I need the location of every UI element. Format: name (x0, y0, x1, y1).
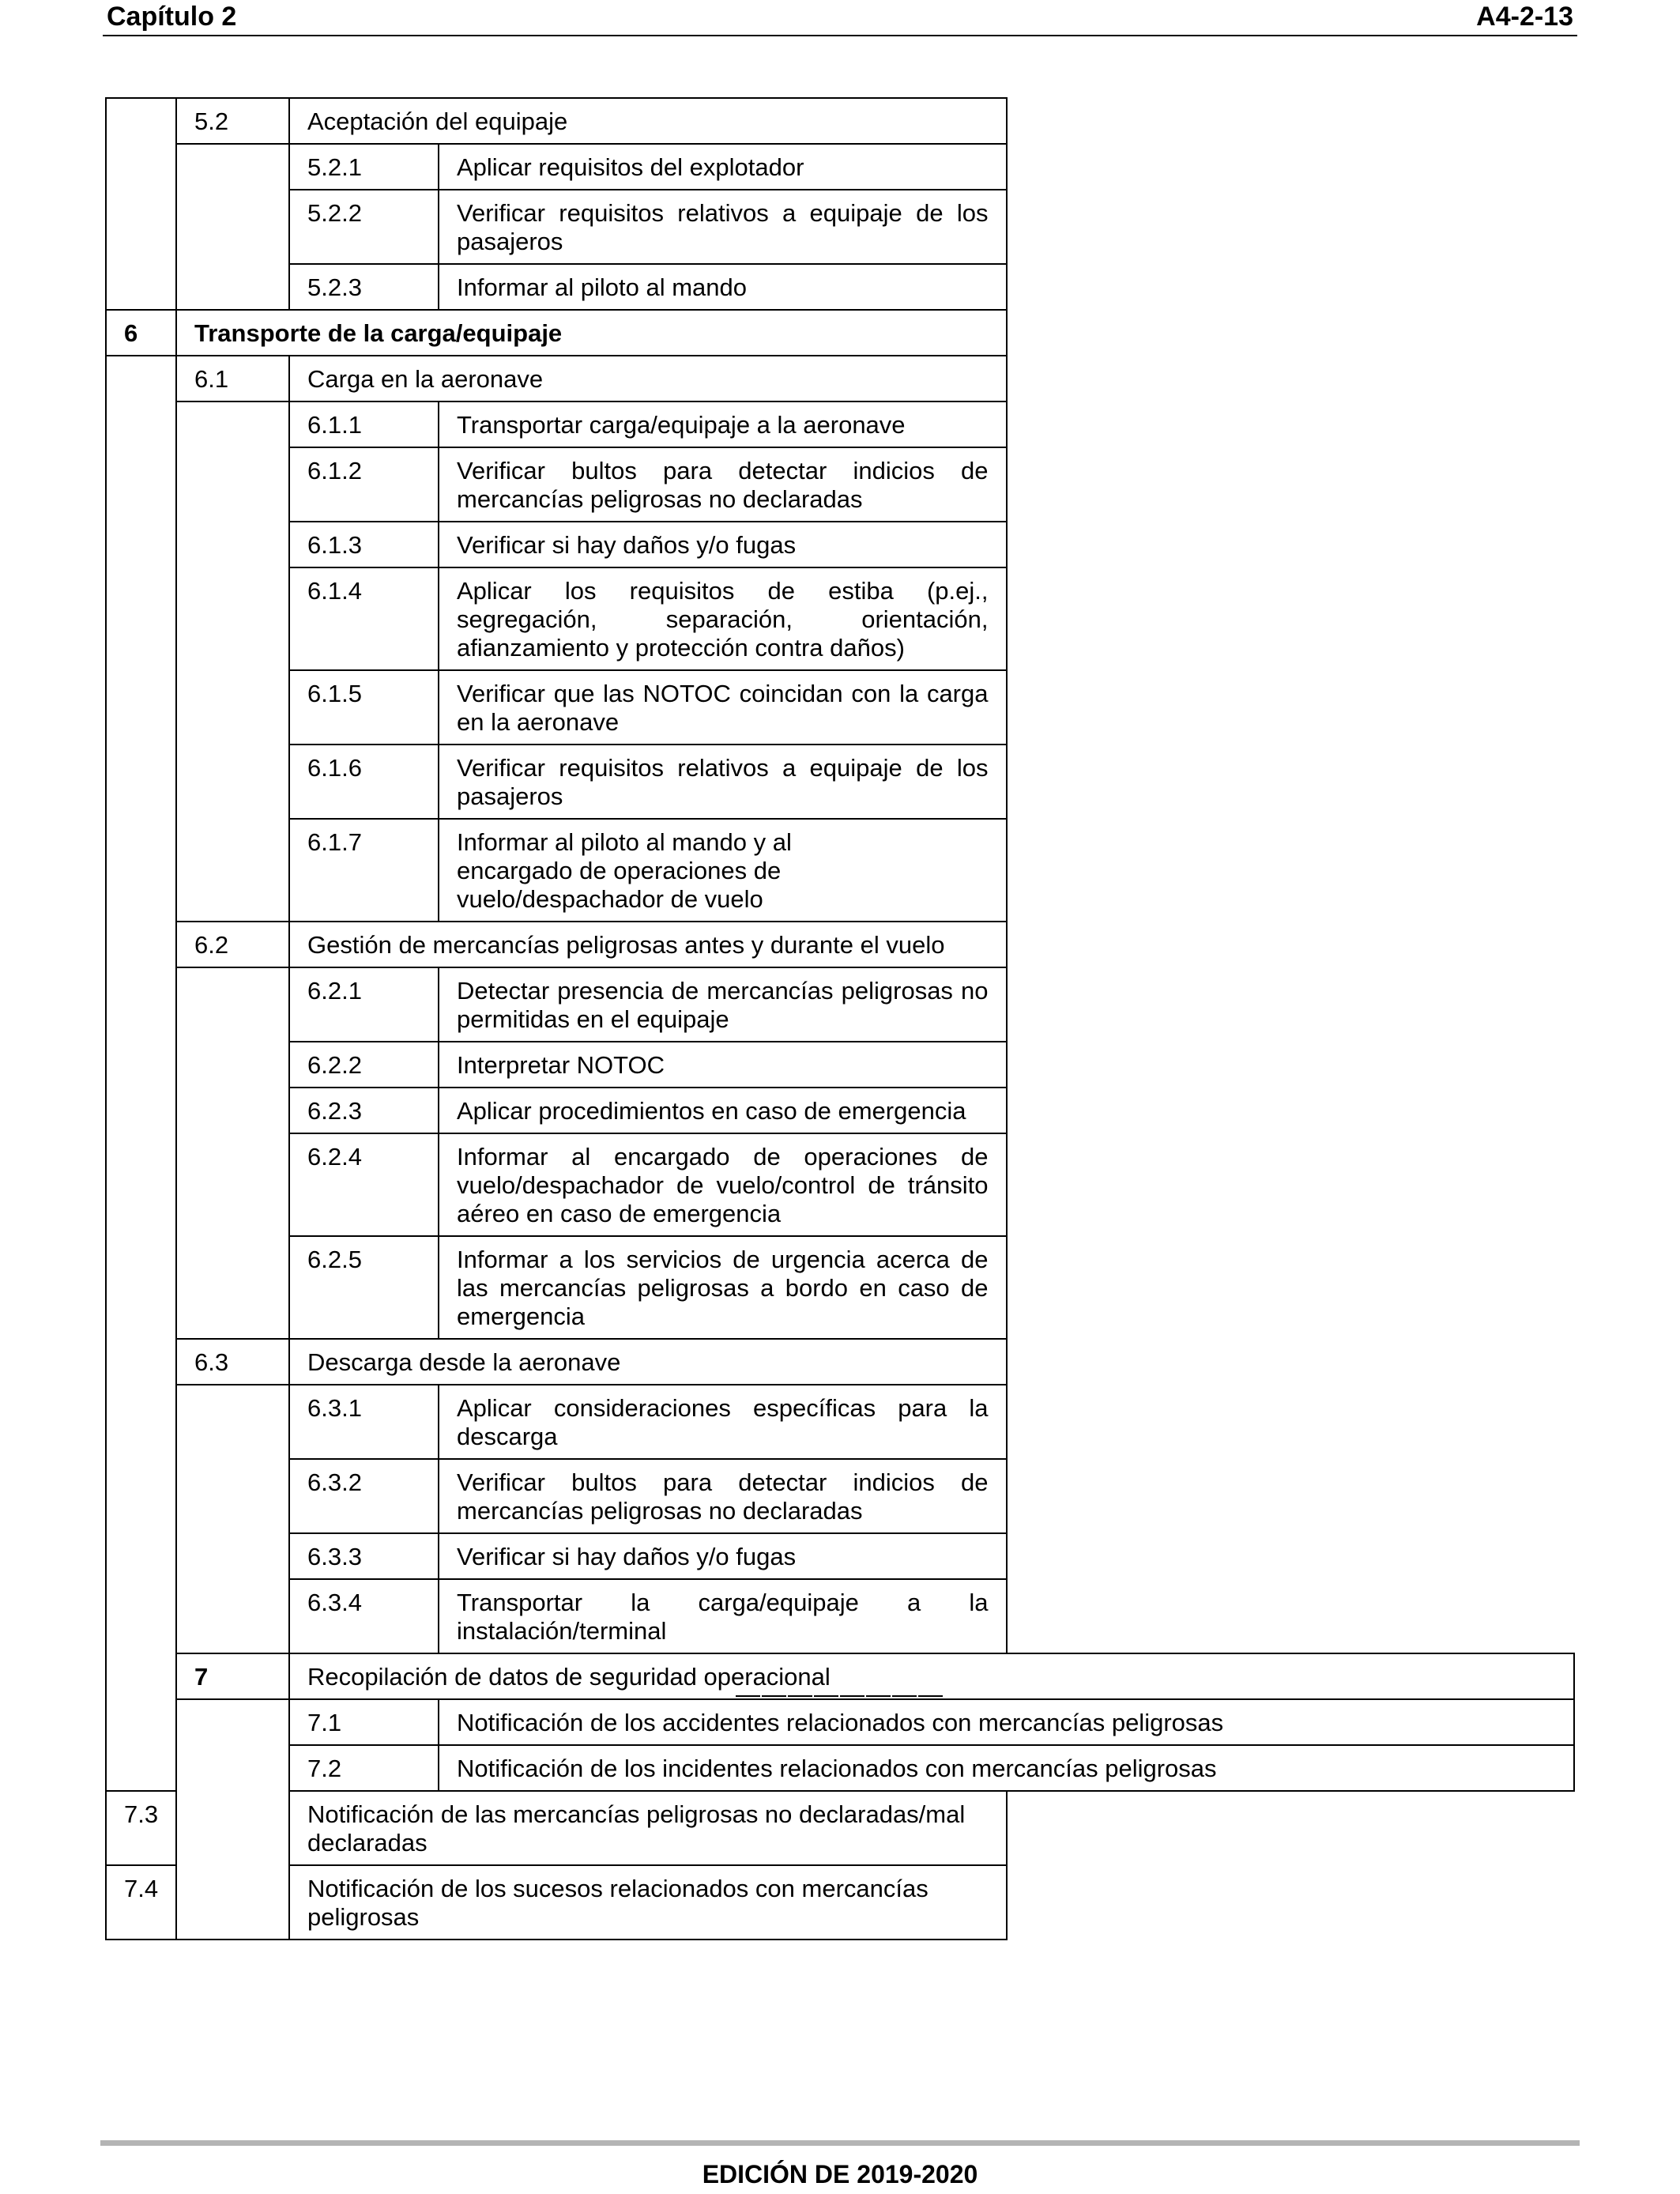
table-row (106, 670, 1574, 745)
level2-blank-cell (176, 144, 289, 310)
table-row (106, 1865, 1574, 1940)
item-text: Detectar presencia de mercancías peligrosas no permitidas en el equipaje (439, 967, 1007, 1042)
item-text: Aplicar los requisitos de estiba (p.ej., segregación, separación, orientación, afianzamiento y protección contra daños) (439, 567, 1007, 670)
item-text: Verificar requisitos relativos a equipaje de los pasajeros (439, 190, 1007, 264)
item-number: 6.2.5 (289, 1236, 439, 1339)
table-row (106, 922, 1574, 967)
section-number: 6 (106, 310, 176, 356)
item-number: 6.2.1 (289, 967, 439, 1042)
section-title: Recopilación de datos de seguridad operacional (289, 1653, 1574, 1699)
level1-blank-cell (176, 1699, 289, 1940)
task-table (105, 97, 1575, 1940)
table-row (106, 1088, 1574, 1133)
item-text: Verificar bultos para detectar indicios de mercancías peligrosas no declaradas (439, 1459, 1007, 1533)
table-row (106, 264, 1574, 310)
table-row (106, 356, 1574, 401)
table-row (106, 144, 1574, 190)
item-number: 7.1 (289, 1699, 439, 1745)
item-text: Notificación de los sucesos relacionados con mercancías peligrosas (289, 1865, 1007, 1940)
item-text: Notificación de los incidentes relacionados con mercancías peligrosas (439, 1745, 1574, 1791)
item-number: 7.3 (106, 1791, 176, 1865)
level1-blank-cell (106, 98, 176, 310)
item-text: Informar al piloto al mando y al encargado de operaciones de vuelo/despachador de vuelo (439, 819, 1007, 922)
item-number: 6.3.3 (289, 1533, 439, 1579)
table-row (106, 98, 1574, 144)
section-number: 7 (176, 1653, 289, 1699)
table-row (106, 447, 1574, 522)
item-text: Transportar la carga/equipaje a la instalación/terminal (439, 1579, 1007, 1653)
table-row (106, 1791, 1574, 1865)
table-row (106, 1042, 1574, 1088)
table-row (106, 819, 1574, 922)
item-text: Verificar si hay daños y/o fugas (439, 1533, 1007, 1579)
page-number: A4-2-13 (1476, 2, 1573, 32)
item-text: Aplicar requisitos del explotador (439, 144, 1007, 190)
level2-blank-cell (176, 1385, 289, 1653)
item-number: 7.4 (106, 1865, 176, 1940)
item-text: Informar a los servicios de urgencia acerca de las mercancías peligrosas a bordo en caso de emergencia (439, 1236, 1007, 1339)
page-header (103, 0, 1577, 36)
item-number: 6.3 (176, 1339, 289, 1385)
table-row (106, 1236, 1574, 1339)
section-separator: ———————— (736, 1680, 944, 1708)
item-title: Carga en la aeronave (289, 356, 1007, 401)
item-text: Notificación de las mercancías peligrosas no declaradas/mal declaradas (289, 1791, 1007, 1865)
item-text: Verificar si hay daños y/o fugas (439, 522, 1007, 567)
table-row (106, 190, 1574, 264)
item-number: 5.2 (176, 98, 289, 144)
item-number: 6.1.4 (289, 567, 439, 670)
item-text: Verificar requisitos relativos a equipaje de los pasajeros (439, 745, 1007, 819)
item-number: 6.1.1 (289, 401, 439, 447)
item-number: 7.2 (289, 1745, 439, 1791)
item-title: Descarga desde la aeronave (289, 1339, 1007, 1385)
section-title: Transporte de la carga/equipaje (176, 310, 1007, 356)
item-number: 5.2.3 (289, 264, 439, 310)
item-number: 6.1.2 (289, 447, 439, 522)
item-text: Informar al encargado de operaciones de vuelo/despachador de vuelo/control de tránsito aéreo en caso de emergencia (439, 1133, 1007, 1236)
item-number: 6.2.4 (289, 1133, 439, 1236)
item-text: Informar al piloto al mando (439, 264, 1007, 310)
item-number: 5.2.1 (289, 144, 439, 190)
item-number: 6.1 (176, 356, 289, 401)
table-row (106, 310, 1574, 356)
item-text: Verificar bultos para detectar indicios de mercancías peligrosas no declaradas (439, 447, 1007, 522)
table-row (106, 1339, 1574, 1385)
table-row (106, 1385, 1574, 1459)
level2-blank-cell (176, 401, 289, 922)
item-text: Interpretar NOTOC (439, 1042, 1007, 1088)
chapter-label: Capítulo 2 (107, 2, 237, 32)
item-text: Notificación de los accidentes relacionados con mercancías peligrosas (439, 1699, 1574, 1745)
item-number: 6.1.6 (289, 745, 439, 819)
table-row (106, 1579, 1574, 1653)
table-row (106, 745, 1574, 819)
table-row (106, 567, 1574, 670)
table-row (106, 967, 1574, 1042)
table-row (106, 1745, 1574, 1791)
item-text: Aplicar procedimientos en caso de emergencia (439, 1088, 1007, 1133)
item-text: Transportar carga/equipaje a la aeronave (439, 401, 1007, 447)
edition-label: EDICIÓN DE 2019-2020 (702, 2160, 978, 2188)
item-text: Aplicar consideraciones específicas para la descarga (439, 1385, 1007, 1459)
item-text: Verificar que las NOTOC coincidan con la carga en la aeronave (439, 670, 1007, 745)
table-row (106, 1133, 1574, 1236)
item-number: 6.2 (176, 922, 289, 967)
table-row (106, 1533, 1574, 1579)
item-number: 6.3.2 (289, 1459, 439, 1533)
item-number: 6.1.7 (289, 819, 439, 922)
item-title: Aceptación del equipaje (289, 98, 1007, 144)
footer-divider (100, 2140, 1580, 2146)
item-number: 6.3.1 (289, 1385, 439, 1459)
level1-blank-cell (106, 356, 176, 1791)
table-row (106, 401, 1574, 447)
item-number: 6.1.5 (289, 670, 439, 745)
item-title: Gestión de mercancías peligrosas antes y durante el vuelo (289, 922, 1007, 967)
item-number: 6.2.2 (289, 1042, 439, 1088)
item-number: 6.3.4 (289, 1579, 439, 1653)
level2-blank-cell (176, 967, 289, 1339)
table-row (106, 1459, 1574, 1533)
item-number: 5.2.2 (289, 190, 439, 264)
item-number: 6.2.3 (289, 1088, 439, 1133)
table-row (106, 522, 1574, 567)
item-number: 6.1.3 (289, 522, 439, 567)
